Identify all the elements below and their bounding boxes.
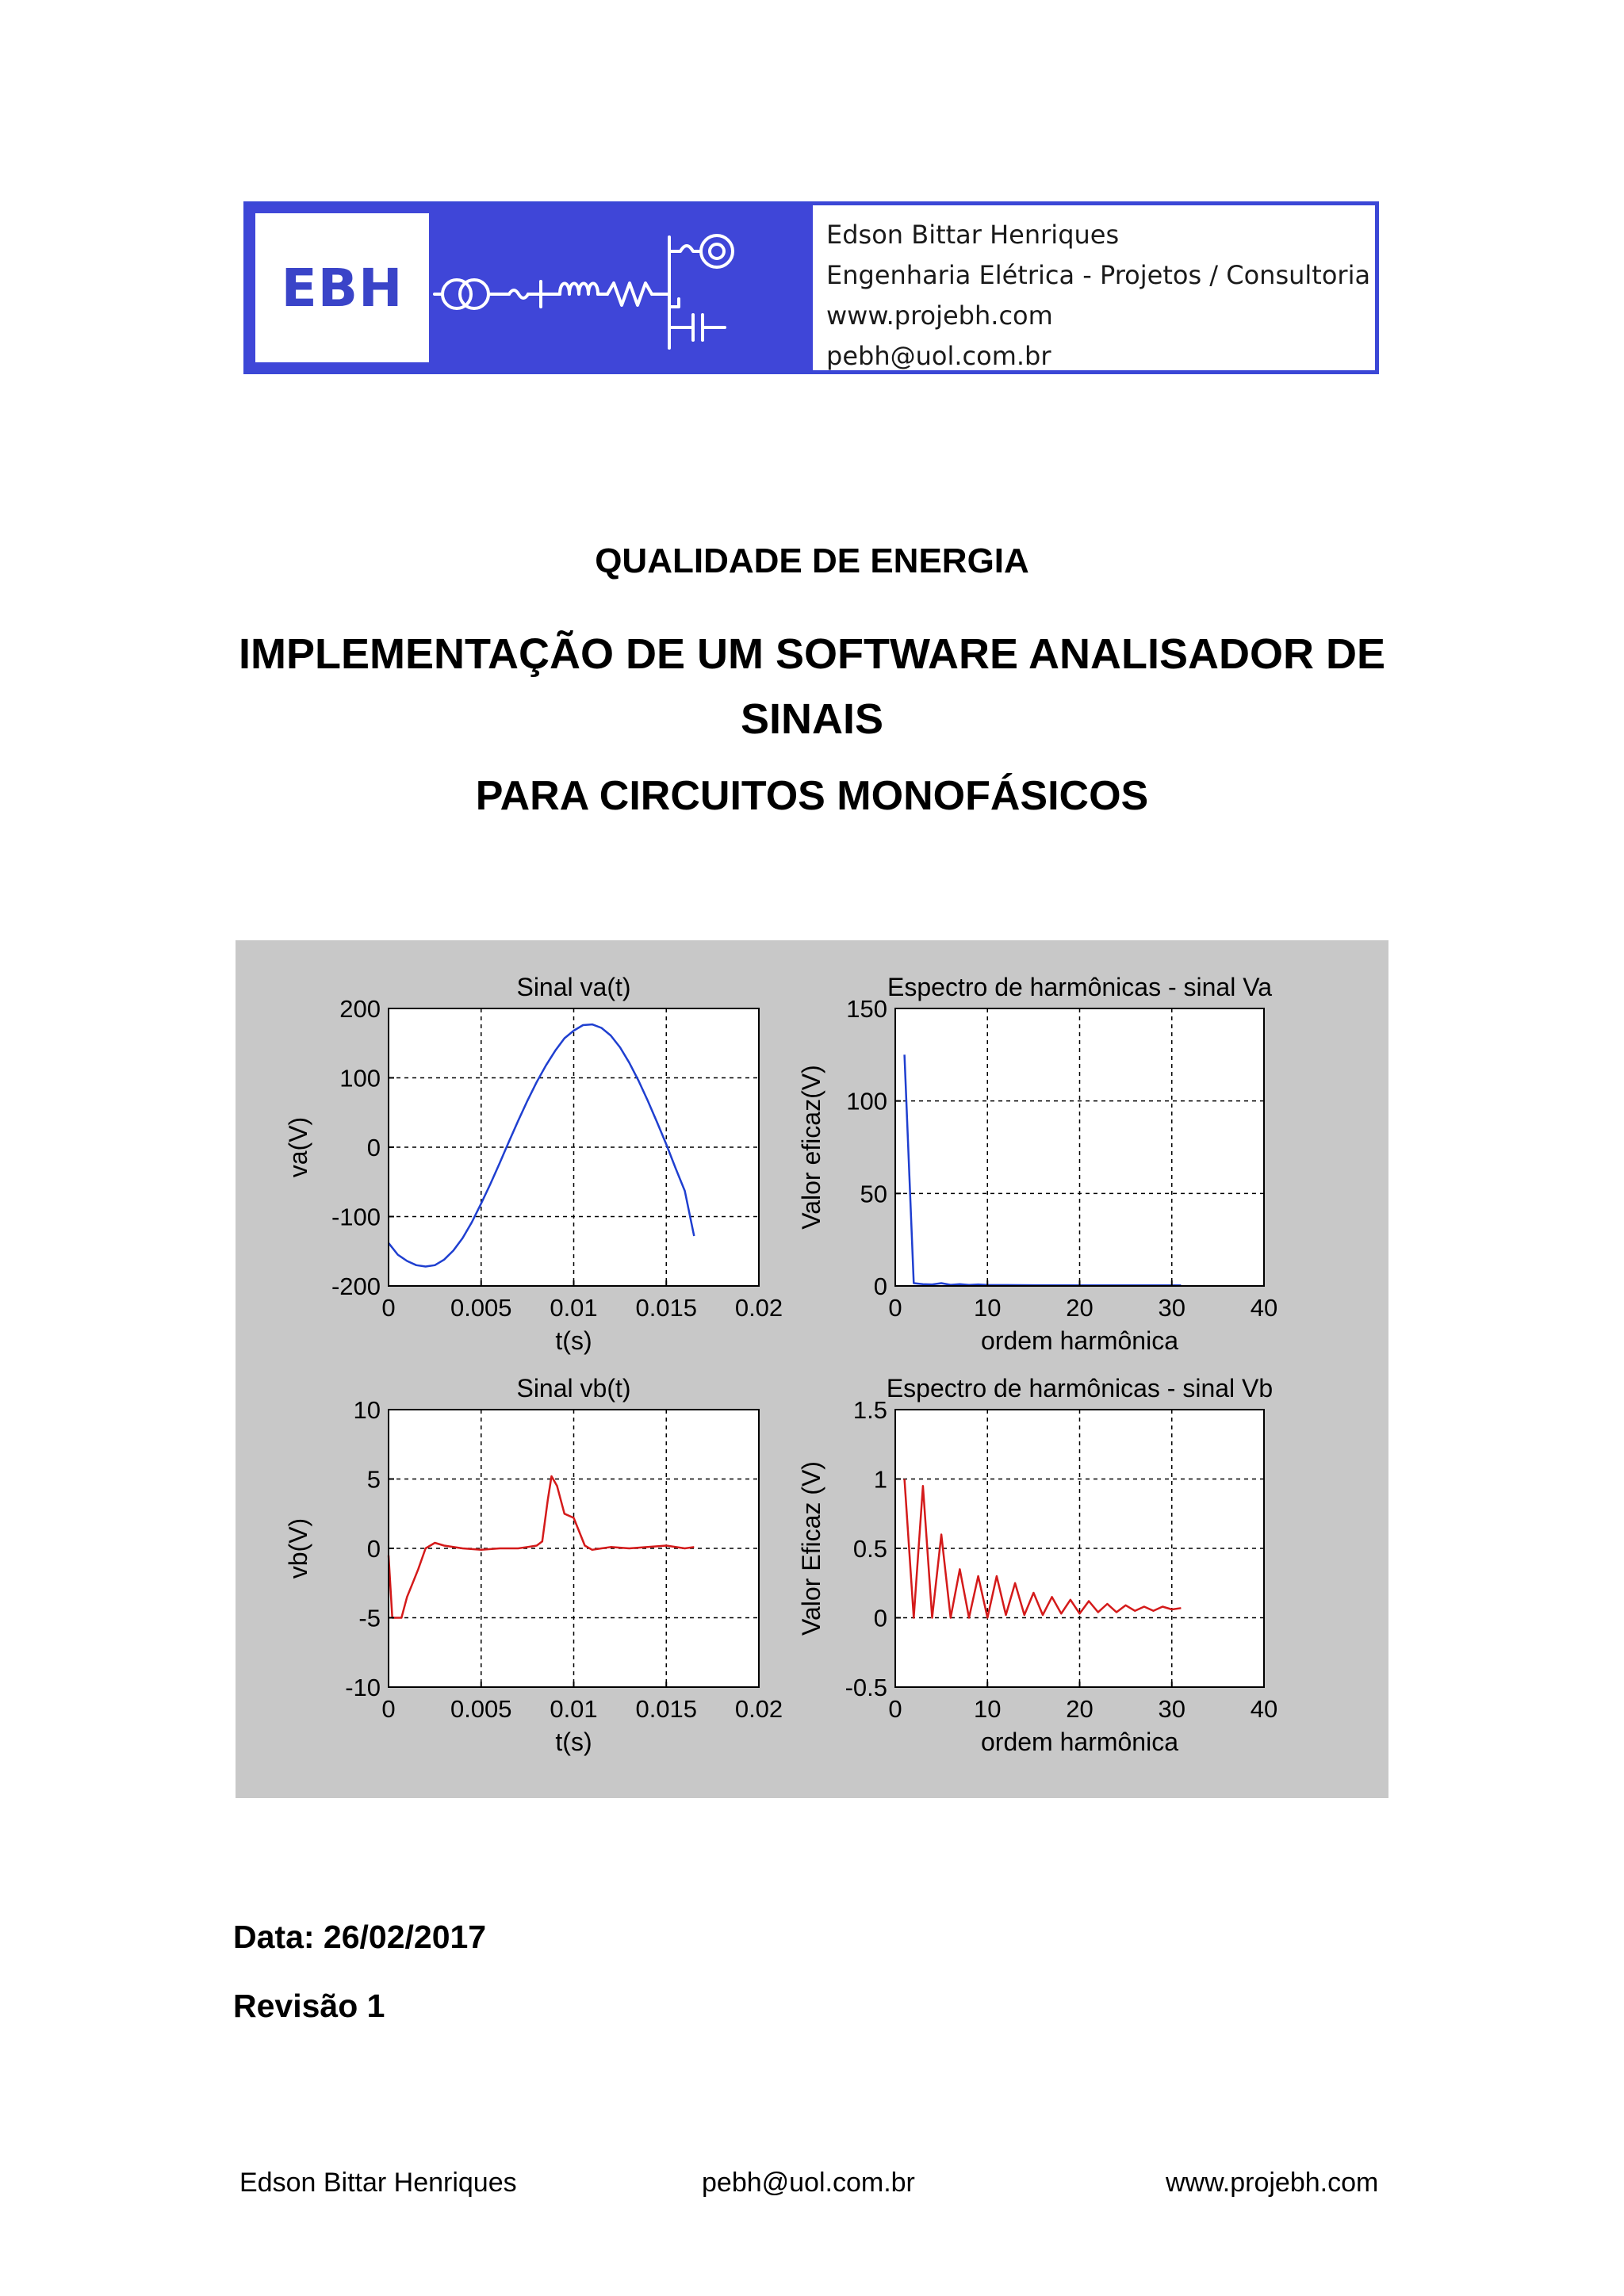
va-spectrum-y-tick-label: 50 [860,1180,887,1208]
vb-spectrum-y-tick-label: 1.5 [852,1396,887,1424]
vb-signal-x-tick-label: 0.01 [550,1695,598,1723]
vb-signal-x-tick-label: 0 [381,1695,396,1723]
vb-signal-y-tick-label: 10 [353,1396,381,1424]
plots-canvas [236,940,1388,1798]
banner-info [826,215,1373,377]
signal-analysis-figure [236,940,1388,1798]
va-spectrum-title: Espectro de harmônicas - sinal Va [887,973,1272,1001]
subtitle: PARA CIRCUITOS MONOFÁSICOS [475,773,1149,819]
footer-author: Edson Bittar Henriques [239,2168,517,2198]
vb-signal-x-label: t(s) [555,1728,592,1756]
va-signal-x-tick-label: 0.01 [550,1294,598,1322]
document-revision: Revisão 1 [233,1988,385,2024]
banner-tagline: Engenharia Elétrica - Projetos / Consultoria [826,260,1371,290]
va-spectrum-y-tick-label: 100 [846,1087,887,1115]
vb-spectrum-y-tick-label: 0 [873,1604,887,1632]
va-spectrum-y-tick-label: 0 [873,1272,887,1300]
vb-spectrum-y-label: Valor Eficaz (V) [797,1461,825,1636]
vb-spectrum-x-tick-label: 40 [1250,1695,1278,1723]
circuit-symbol-icon [431,205,813,370]
logo-text: EBH [281,257,404,319]
vb-signal-y-label: vb(V) [284,1517,312,1579]
va-spectrum-x-tick-label: 40 [1250,1294,1278,1322]
document-date: Data: 26/02/2017 [233,1919,487,1955]
vb-spectrum-y-tick-label: 1 [873,1465,887,1494]
va-signal-x-tick-label: 0 [381,1294,396,1322]
logo-box [255,213,429,362]
vb-spectrum-x-tick-label: 10 [974,1695,1002,1723]
va-signal-x-label: t(s) [555,1326,592,1355]
va-spectrum-y-tick-label: 150 [846,995,887,1023]
vb-signal-y-tick-label: 5 [366,1465,381,1494]
va-spectrum-x-label: ordem harmônica [981,1326,1178,1355]
vb-spectrum-y-tick-label: 0.5 [852,1535,887,1563]
footer-website[interactable]: www.projebh.com [1166,2168,1379,2198]
va-signal-y-tick-label: 200 [339,995,381,1023]
banner-email[interactable]: pebh@uol.com.br [826,341,1051,371]
va-signal-x-tick-label: 0.02 [734,1294,783,1322]
vb-signal-y-tick-label: -5 [358,1604,381,1632]
vb-signal-y-tick-label: -10 [345,1674,381,1701]
va-signal-y-tick-label: -100 [331,1203,381,1231]
vb-signal-x-tick-label: 0.005 [450,1695,512,1723]
vb-spectrum-y-tick-label: -0.5 [845,1674,887,1701]
va-spectrum-x-tick-label: 10 [974,1294,1002,1322]
va-signal-x-tick-label: 0.005 [450,1294,512,1322]
va-signal-title: Sinal va(t) [516,973,631,1001]
vb-signal-x-tick-label: 0.015 [635,1695,698,1723]
vb-spectrum-x-label: ordem harmônica [981,1728,1178,1756]
banner-blue-panel [247,205,813,370]
va-signal-y-tick-label: 0 [366,1134,381,1161]
va-signal-y-tick-label: 100 [339,1064,381,1093]
vb-spectrum-title: Espectro de harmônicas - sinal Vb [886,1374,1274,1402]
category-title: QUALIDADE DE ENERGIA [595,541,1029,580]
va-spectrum-y-label: Valor eficaz(V) [797,1065,825,1230]
footer-email[interactable]: pebh@uol.com.br [702,2168,915,2198]
va-signal-x-tick-label: 0.015 [635,1294,698,1322]
vb-spectrum-x-tick-label: 20 [1066,1695,1094,1723]
va-signal-y-tick-label: -200 [331,1272,381,1300]
va-spectrum-x-tick-label: 20 [1066,1294,1094,1322]
vb-spectrum-x-tick-label: 0 [888,1695,902,1723]
banner-name: Edson Bittar Henriques [826,220,1120,250]
vb-signal-title: Sinal vb(t) [516,1374,631,1402]
va-spectrum-x-tick-label: 30 [1158,1294,1185,1322]
va-spectrum-x-tick-label: 0 [888,1294,902,1322]
header-banner [243,201,1379,374]
main-title [0,622,1624,752]
main-title-line2: SINAIS [740,695,884,743]
vb-signal-x-tick-label: 0.02 [734,1695,783,1723]
va-signal-y-label: va(V) [284,1116,312,1178]
vb-signal-y-tick-label: 0 [366,1535,381,1563]
banner-website[interactable]: www.projebh.com [826,300,1053,331]
main-title-line1: IMPLEMENTAÇÃO DE UM SOFTWARE ANALISADOR DE [239,630,1385,678]
vb-spectrum-x-tick-label: 30 [1158,1695,1185,1723]
